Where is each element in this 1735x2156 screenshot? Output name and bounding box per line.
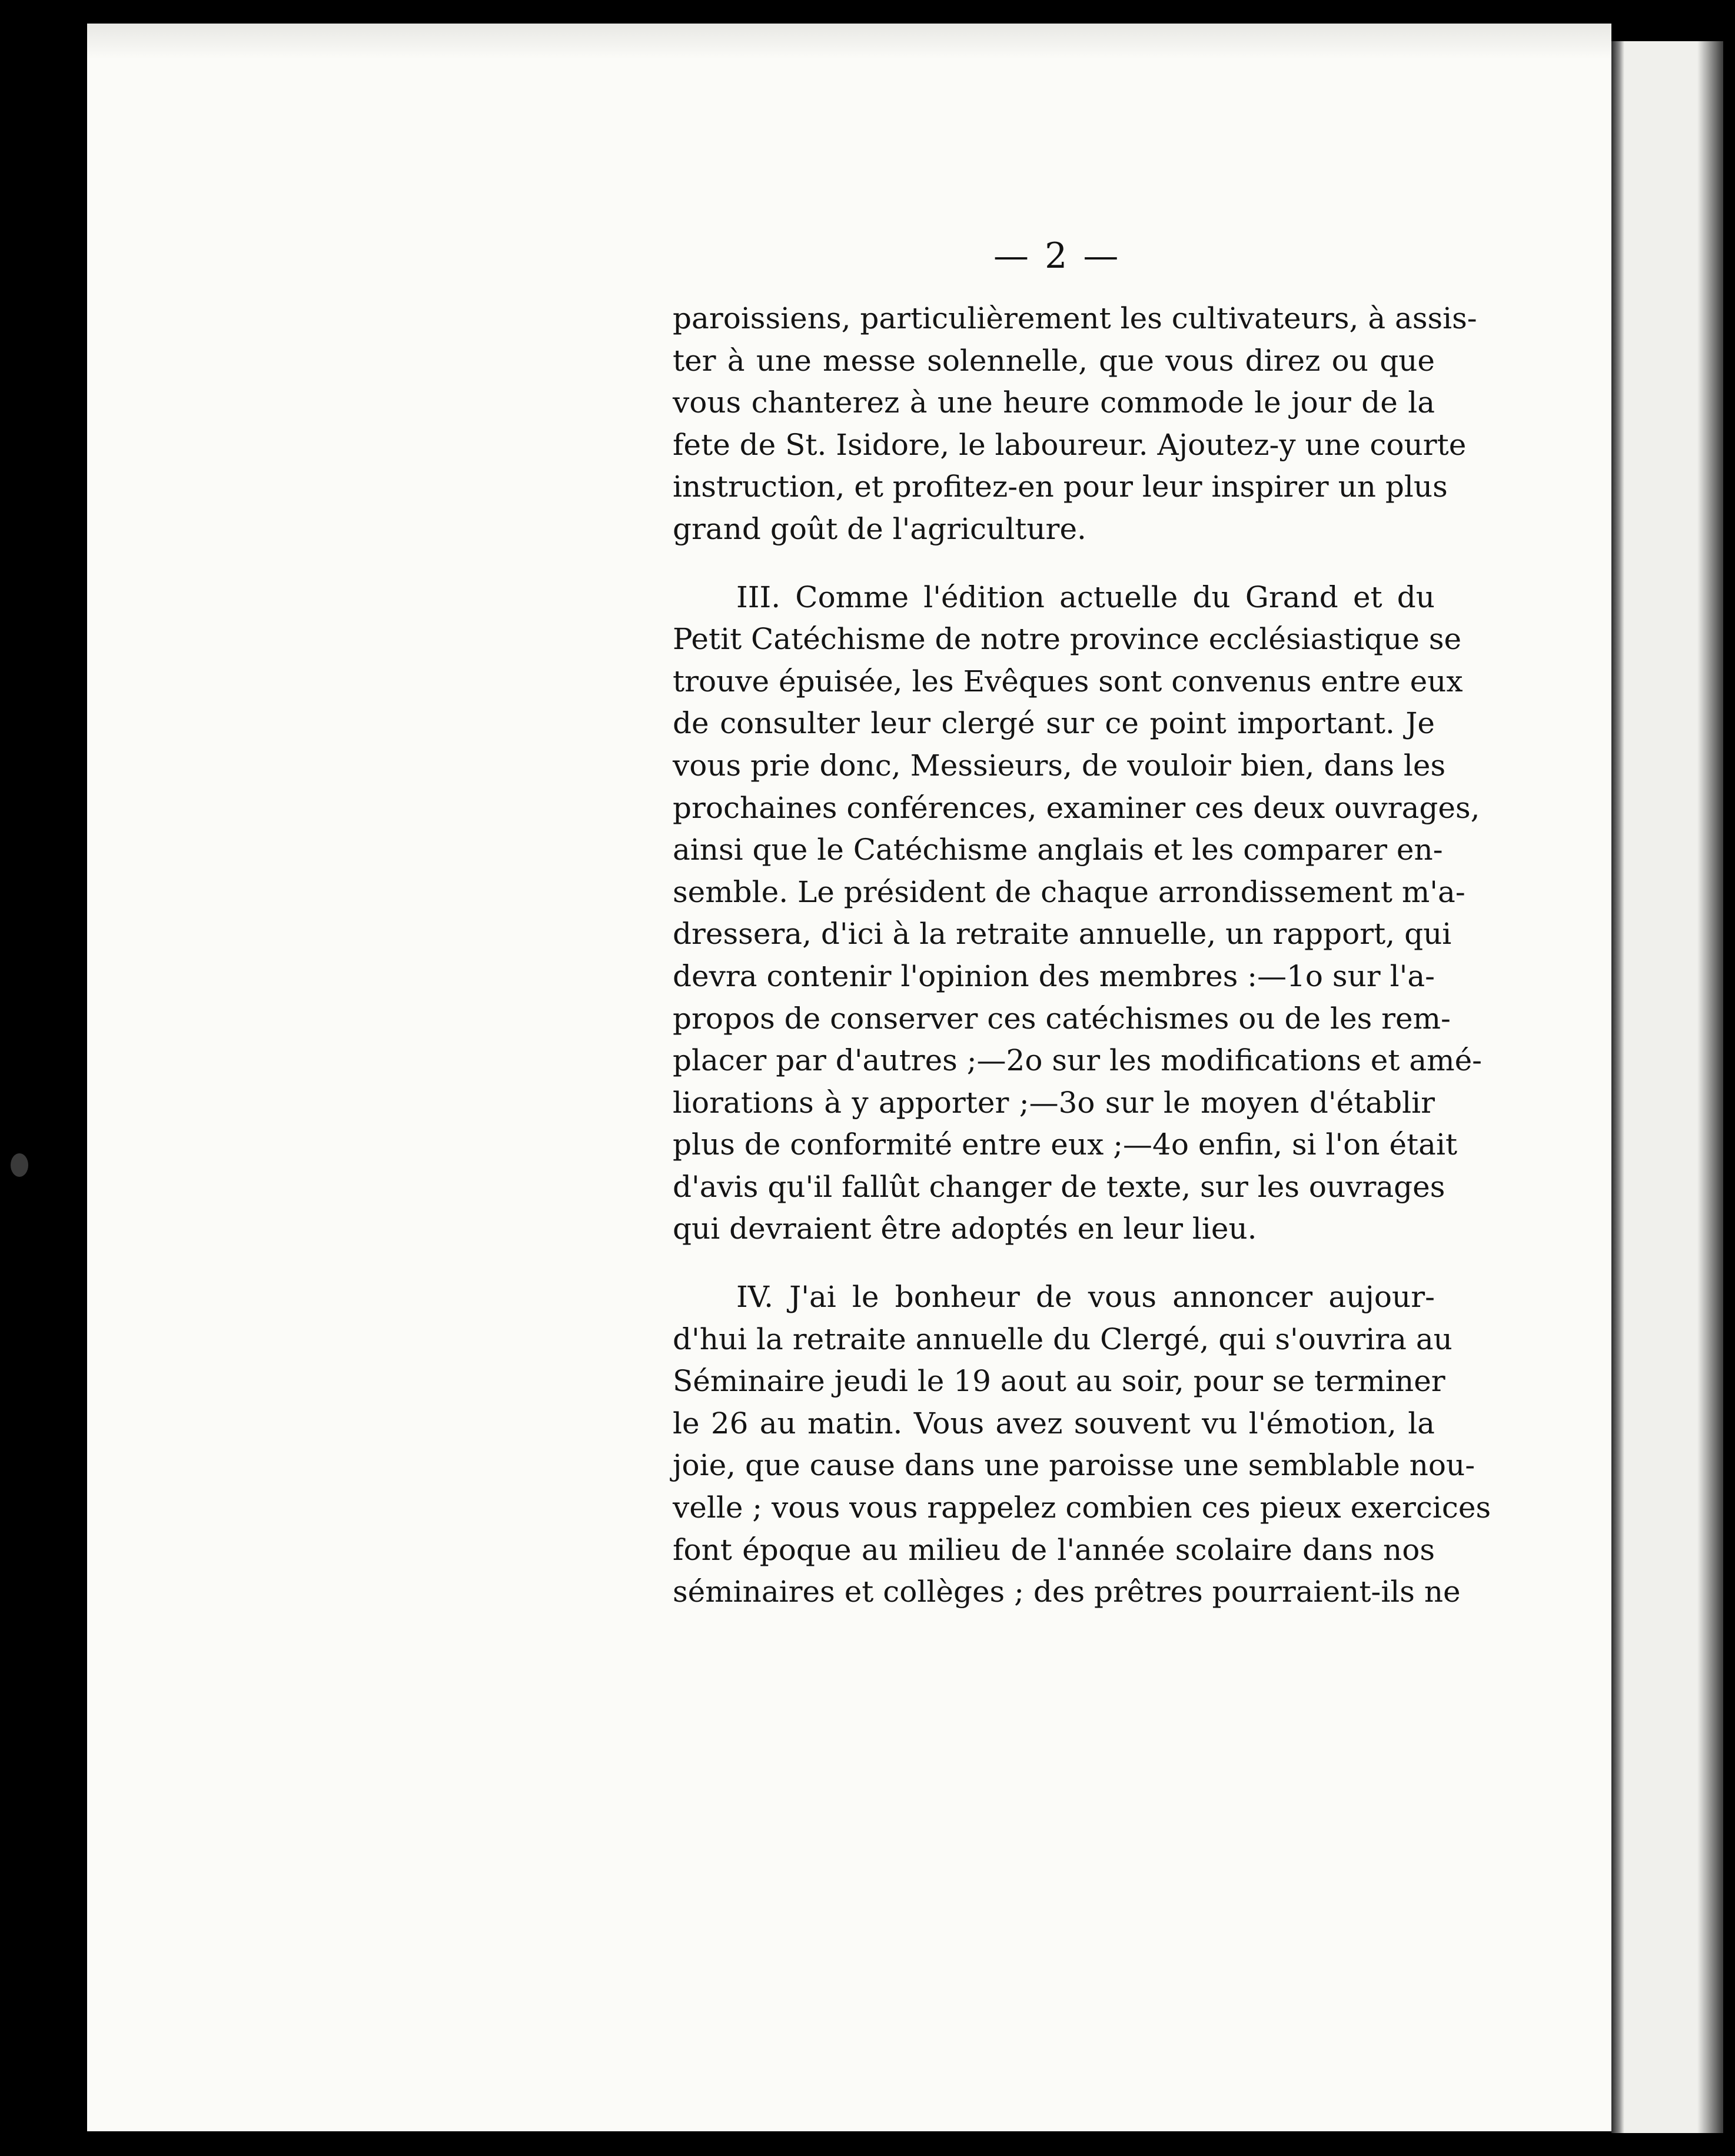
facing-page-edge <box>1611 41 1723 2133</box>
text-line: séminaires et collèges ; des prêtres pourraient-ils ne <box>673 1575 1461 1609</box>
text-line: Petit Catéchisme de notre province ecclésiastique se <box>673 622 1462 657</box>
text-line: qui devraient être adoptés en leur lieu. <box>673 1212 1257 1246</box>
paragraph <box>673 1276 1491 1613</box>
text-line: ter à une messe solennelle, que vous direz ou que <box>673 343 1435 378</box>
text-line: IV. J'ai le bonheur de vous annoncer aujour- <box>736 1280 1435 1315</box>
text-line: liorations à y apporter ;—3o sur le moyen d'établir <box>673 1085 1435 1120</box>
text-line: III. Comme l'édition actuelle du Grand et du <box>736 580 1435 614</box>
text-line: propos de conserver ces catéchismes ou de les rem- <box>673 1001 1451 1036</box>
text-line: instruction, et profitez-en pour leur inspirer un plus <box>673 470 1448 504</box>
text-line: semble. Le président de chaque arrondissement m'a- <box>673 874 1465 909</box>
text-line: joie, que cause dans une paroisse une semblable nou- <box>673 1448 1475 1483</box>
text-line: ainsi que le Catéchisme anglais et les comparer en- <box>673 833 1443 867</box>
text-line: de consulter leur clergé sur ce point important. Je <box>673 706 1435 741</box>
text-line: velle ; vous vous rappelez combien ces pieux exercices <box>673 1490 1491 1525</box>
text-line: grand goût de l'agriculture. <box>673 511 1086 546</box>
text-line: d'hui la retraite annuelle du Clergé, qui s'ouvrira au <box>673 1322 1453 1356</box>
text-line: paroissiens, particulièrement les cultivateurs, à assis- <box>673 301 1477 335</box>
text-line: Séminaire jeudi le 19 aout au soir, pour se terminer <box>673 1364 1445 1399</box>
text-line: placer par d'autres ;—2o sur les modifications et amé- <box>673 1043 1483 1078</box>
text-line: fete de St. Isidore, le laboureur. Ajoutez-y une courte <box>673 427 1467 462</box>
document-page <box>87 24 1611 2131</box>
text-line: le 26 au matin. Vous avez souvent vu l'émotion, la <box>673 1406 1435 1440</box>
text-line: trouve épuisée, les Evêques sont convenus entre eux <box>673 664 1463 698</box>
text-line: vous chanterez à une heure commode le jour de la <box>673 385 1435 420</box>
text-line: dressera, d'ici à la retraite annuelle, un rapport, qui <box>673 917 1452 951</box>
page-number: — 2 — <box>993 235 1121 277</box>
text-line: d'avis qu'il fallût changer de texte, sur les ouvrages <box>673 1169 1445 1204</box>
text-block <box>673 298 1491 1613</box>
scan-spot <box>11 1153 28 1177</box>
text-line: devra contenir l'opinion des membres :—1o sur l'a- <box>673 959 1435 993</box>
text-line: plus de conformité entre eux ;—4o enfin, si l'on était <box>673 1127 1458 1162</box>
paragraph <box>673 577 1483 1251</box>
text-line: prochaines conférences, examiner ces deux ouvrages, <box>673 790 1480 825</box>
text-line: vous prie donc, Messieurs, de vouloir bien, dans les <box>673 748 1446 783</box>
paragraph <box>673 298 1477 551</box>
text-line: font époque au milieu de l'année scolaire dans nos <box>673 1532 1435 1567</box>
